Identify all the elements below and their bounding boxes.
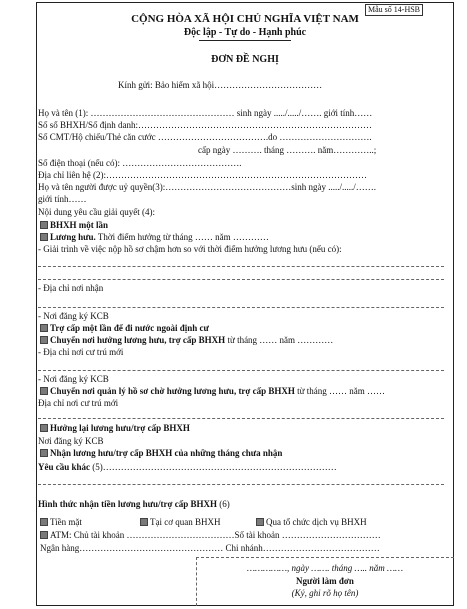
form-border bbox=[36, 2, 454, 606]
checkbox-pension[interactable] bbox=[40, 233, 48, 241]
form-code-label: Mẫu số 14-HSB bbox=[365, 4, 423, 16]
residence-line-2 bbox=[38, 418, 444, 419]
option-unreceived[interactable]: Nhận lương hưu/trợ cấp BHXH của những tháng chưa nhận bbox=[40, 448, 282, 459]
signer-label: Người làm đơn bbox=[296, 576, 354, 586]
id-issue-date-field[interactable]: cấp ngày ………. tháng ………. năm…………..; bbox=[198, 145, 377, 155]
authorized-person-field[interactable]: Họ và tên người được uỷ quyền(3):……………………………………sinh ngày ...../...../……. bbox=[38, 182, 376, 192]
bank-field[interactable]: Ngân hàng………………………………………… Chi nhánh………………………………… bbox=[40, 543, 380, 553]
addressee-line: Kính gửi: Bảo hiểm xã hội……………………………… bbox=[118, 80, 323, 90]
checkbox-atm[interactable] bbox=[40, 531, 48, 539]
request-label: Nội dung yêu cầu giải quyết (4): bbox=[38, 207, 155, 217]
residence-line bbox=[38, 370, 444, 371]
new-residence-field-2[interactable]: Địa chỉ nơi cư trú mới bbox=[38, 398, 119, 408]
checkbox-service[interactable] bbox=[256, 518, 264, 526]
receive-address-field[interactable]: - Địa chỉ nơi nhận bbox=[38, 283, 104, 293]
motto-underline bbox=[199, 40, 291, 41]
payment-cash-option[interactable]: Tiền mặt bbox=[40, 517, 82, 528]
payment-title: Hình thức nhận tiền lương hưu/trợ cấp BHXH (6) bbox=[38, 499, 230, 509]
checkbox-transfer[interactable] bbox=[40, 336, 48, 344]
option-transfer-waiting[interactable]: Chuyển nơi quản lý hồ sơ chờ hưởng lương hưu, trợ cấp BHXH từ tháng …… năm …… bbox=[40, 386, 385, 397]
explain-line-2 bbox=[38, 279, 444, 280]
late-explanation-label: - Giải trình về việc nộp hồ sơ chậm hơn so với thời điểm hưởng lương hưu (nếu có): bbox=[38, 244, 342, 254]
id-number-field[interactable]: Số CMT/Hộ chiếu/Thẻ căn cước ……………………………….do …………………………. bbox=[38, 132, 372, 142]
kcb-field-3[interactable]: Nơi đăng ký KCB bbox=[38, 436, 104, 446]
name-field[interactable]: Họ và tên (1): ………………………………………… sinh ngày ...../...../……. giới tính…… bbox=[38, 108, 373, 118]
checkbox-bhxh-lump[interactable] bbox=[40, 221, 48, 229]
payment-atm-option[interactable]: ATM: Chủ tài khoản ………………………………Số tài khoản …………………………… bbox=[40, 530, 381, 541]
bhxh-number-field[interactable]: Số sổ BHXH/Số định danh:…………………………………………………………………… bbox=[38, 120, 373, 130]
new-residence-field[interactable]: - Địa chỉ nơi cư trú mới bbox=[38, 347, 124, 357]
authorized-gender-field[interactable]: giới tính…… bbox=[38, 194, 87, 204]
checkbox-cash[interactable] bbox=[40, 518, 48, 526]
address-line bbox=[38, 307, 444, 308]
checkbox-abroad[interactable] bbox=[40, 324, 48, 332]
explain-line-1 bbox=[38, 266, 444, 267]
kcb-field-2[interactable]: - Nơi đăng ký KCB bbox=[38, 374, 109, 384]
phone-field[interactable]: Số điện thoại (nếu có): …………………………………. bbox=[38, 158, 242, 168]
checkbox-transfer-waiting[interactable] bbox=[40, 387, 48, 395]
option-bhxh-lump[interactable]: BHXH một lần bbox=[40, 220, 108, 231]
option-resume[interactable]: Hưởng lại lương hưu/trợ cấp BHXH bbox=[40, 423, 190, 434]
payment-at-bhxh-option[interactable]: Tại cơ quan BHXH bbox=[140, 517, 221, 528]
signature-date[interactable]: ……………, ngày ……. tháng ….. năm …… bbox=[246, 563, 404, 573]
other-line bbox=[38, 484, 444, 485]
checkbox-resume[interactable] bbox=[40, 424, 48, 432]
option-pension[interactable]: Lương hưu. Thời điểm hưởng từ tháng …… năm ………… bbox=[40, 232, 269, 243]
nation-heading: CỘNG HÒA XÃ HỘI CHỦ NGHĨA VIỆT NAM bbox=[131, 13, 359, 25]
option-abroad[interactable]: Trợ cấp một lần để đi nước ngoài định cư bbox=[40, 323, 209, 334]
option-other[interactable]: Yêu cầu khác (5)…………………………………………………………………… bbox=[38, 462, 337, 472]
form-title: ĐƠN ĐỀ NGHỊ bbox=[211, 54, 279, 65]
payment-service-option[interactable]: Qua tổ chức dịch vụ BHXH bbox=[256, 517, 367, 528]
contact-address-field[interactable]: Địa chỉ liên hệ (2):…………………………………………………………………………… bbox=[38, 170, 367, 180]
kcb-field-1[interactable]: - Nơi đăng ký KCB bbox=[38, 311, 109, 321]
checkbox-unreceived[interactable] bbox=[40, 449, 48, 457]
option-transfer[interactable]: Chuyển nơi hưởng lương hưu, trợ cấp BHXH từ tháng …… năm ………… bbox=[40, 335, 333, 346]
signature-note: (Ký, ghi rõ họ tên) bbox=[291, 588, 359, 598]
checkbox-at-bhxh[interactable] bbox=[140, 518, 148, 526]
motto: Độc lập - Tự do - Hạnh phúc bbox=[183, 27, 307, 38]
